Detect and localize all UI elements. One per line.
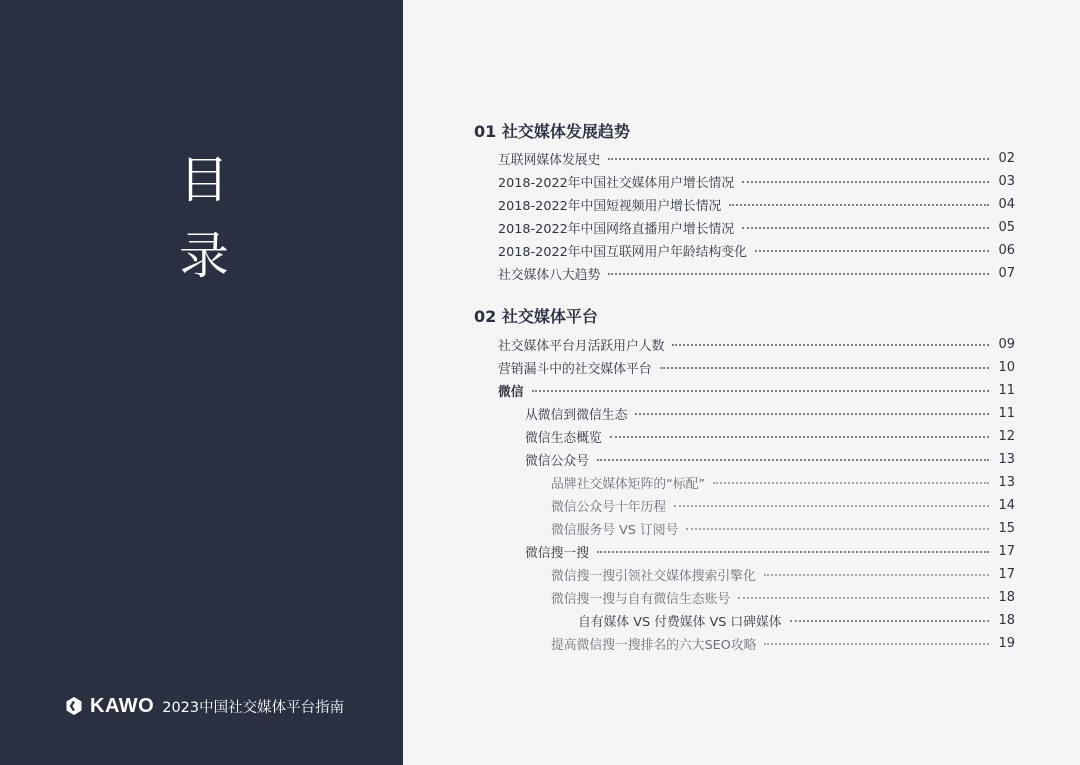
toc-item-label: 2018-2022年中国网络直播用户增长情况 <box>498 221 735 237</box>
dot-leader <box>597 459 989 461</box>
toc-item-page: 15 <box>998 520 1015 536</box>
toc-item-label: 自有媒体 VS 付费媒体 VS 口碑媒体 <box>578 614 782 630</box>
toc-item-page: 11 <box>998 405 1015 421</box>
toc-item-label: 微信公众号十年历程 <box>551 499 667 515</box>
toc-item[interactable] <box>498 263 1015 283</box>
toc-item-page: 06 <box>998 242 1015 258</box>
toc-item-page: 04 <box>998 196 1015 212</box>
dot-leader <box>532 390 989 392</box>
toc-item[interactable] <box>551 564 1015 584</box>
dot-leader <box>738 597 989 599</box>
toc-item[interactable] <box>578 610 1015 630</box>
toc-item-page: 05 <box>998 219 1015 235</box>
toc-item[interactable] <box>551 633 1015 653</box>
toc-item[interactable] <box>498 357 1015 377</box>
toc-item-label: 2018-2022年中国短视频用户增长情况 <box>498 198 722 214</box>
dot-leader <box>764 643 989 645</box>
dot-leader <box>608 273 989 275</box>
toc-item-label: 提高微信搜一搜排名的六大SEO攻略 <box>551 637 757 653</box>
dot-leader <box>597 551 989 553</box>
toc-item[interactable] <box>551 472 1015 492</box>
dot-leader <box>686 528 989 530</box>
toc-item[interactable] <box>551 518 1015 538</box>
toc-item-label: 社交媒体平台月活跃用户人数 <box>498 338 665 354</box>
toc-item-page: 17 <box>998 566 1015 582</box>
toc-item-label: 微信搜一搜引领社交媒体搜索引擎化 <box>551 568 756 584</box>
toc-item-label: 微信公众号 <box>525 453 589 469</box>
toc-item-page: 13 <box>998 474 1015 490</box>
toc-item-label: 微信搜一搜与自有微信生态账号 <box>551 591 731 607</box>
toc-item-page: 14 <box>998 497 1015 513</box>
toc-item[interactable] <box>498 240 1015 260</box>
page-title-char-1: 目 <box>179 151 229 209</box>
toc-item-page: 17 <box>998 543 1015 559</box>
toc-item-label: 社交媒体八大趋势 <box>498 267 601 283</box>
dot-leader <box>635 413 989 415</box>
toc-item-page: 11 <box>998 382 1015 398</box>
toc-item-page: 03 <box>998 173 1015 189</box>
dot-leader <box>764 574 989 576</box>
dot-leader <box>790 620 989 622</box>
toc-item-label: 营销漏斗中的社交媒体平台 <box>498 361 652 377</box>
toc-item-page: 12 <box>998 428 1015 444</box>
toc-item-label: 2018-2022年中国互联网用户年龄结构变化 <box>498 244 747 260</box>
toc-item-page: 19 <box>998 635 1015 651</box>
dot-leader <box>713 482 989 484</box>
toc-item[interactable] <box>551 587 1015 607</box>
toc-item[interactable] <box>551 495 1015 515</box>
dot-leader <box>729 204 989 206</box>
brand-subtitle: 2023中国社交媒体平台指南 <box>162 699 345 716</box>
toc-item[interactable] <box>525 403 1015 423</box>
toc-item[interactable] <box>525 541 1015 561</box>
dot-leader <box>660 367 989 369</box>
toc-item-page: 07 <box>998 265 1015 281</box>
page-title-char-2: 录 <box>179 227 229 285</box>
toc-item-label: 微信 <box>498 384 524 400</box>
dot-leader <box>742 227 989 229</box>
toc-item[interactable] <box>525 426 1015 446</box>
toc-item-label: 微信服务号 VS 订阅号 <box>551 522 679 538</box>
dot-leader <box>755 250 989 252</box>
toc-item-label: 品牌社交媒体矩阵的“标配” <box>551 476 706 492</box>
toc-item-label: 从微信到微信生态 <box>525 407 628 423</box>
toc-item-page: 18 <box>998 612 1015 628</box>
toc-item-label: 互联网媒体发展史 <box>498 152 601 168</box>
toc-item[interactable] <box>525 449 1015 469</box>
dot-leader <box>672 344 989 346</box>
toc-item[interactable] <box>498 217 1015 237</box>
toc-item-label: 2018-2022年中国社交媒体用户增长情况 <box>498 175 735 191</box>
toc-item[interactable] <box>498 194 1015 214</box>
dot-leader <box>608 158 989 160</box>
dot-leader <box>674 505 989 507</box>
section-heading-01: 01 社交媒体发展趋势 <box>474 122 630 141</box>
toc-item-label: 微信生态概览 <box>525 430 602 446</box>
toc-item[interactable] <box>498 380 1015 400</box>
toc-item[interactable] <box>498 334 1015 354</box>
toc-item[interactable] <box>498 148 1015 168</box>
toc-item-page: 18 <box>998 589 1015 605</box>
toc-item-label: 微信搜一搜 <box>525 545 589 561</box>
toc-item-page: 02 <box>998 150 1015 166</box>
toc-item-page: 10 <box>998 359 1015 375</box>
toc-item[interactable] <box>498 171 1015 191</box>
brand-name: KAWO <box>90 694 155 717</box>
dot-leader <box>610 436 989 438</box>
toc-item-page: 09 <box>998 336 1015 352</box>
dot-leader <box>742 181 989 183</box>
toc-item-page: 13 <box>998 451 1015 467</box>
section-heading-02: 02 社交媒体平台 <box>474 307 598 326</box>
